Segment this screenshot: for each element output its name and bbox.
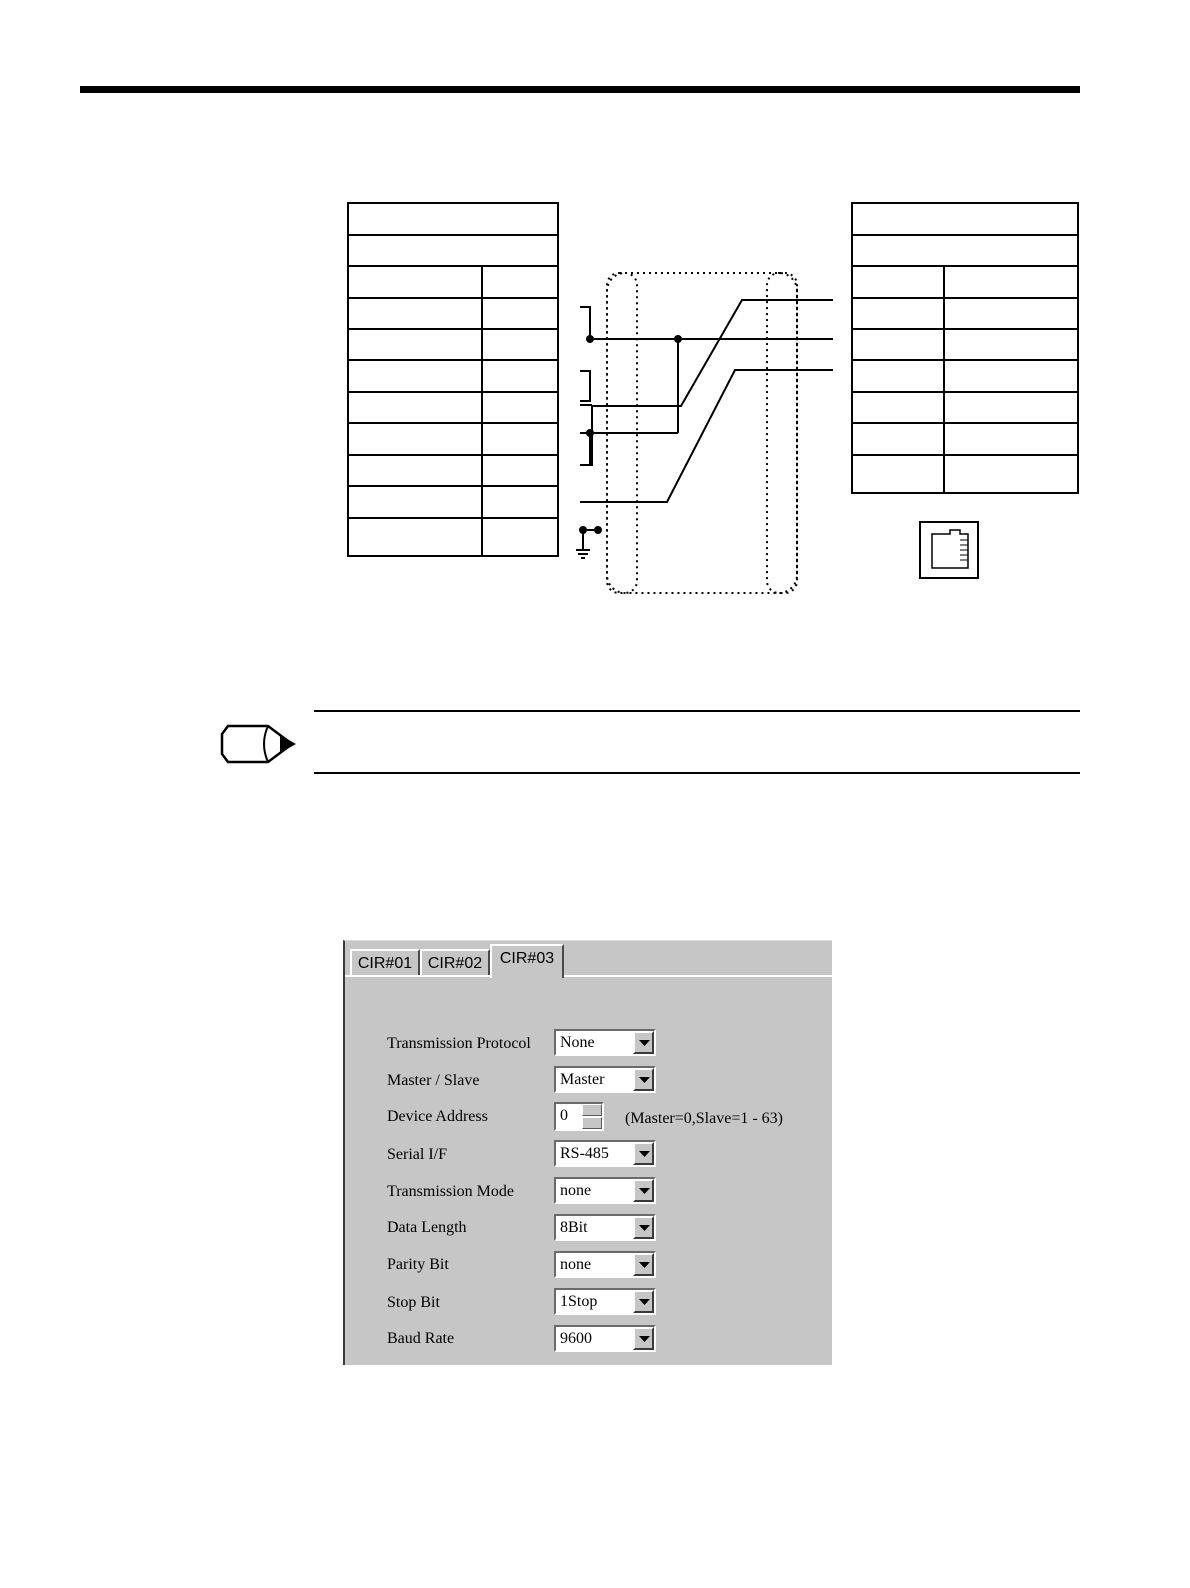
stop-bit-value: 1Stop bbox=[560, 1293, 598, 1310]
tab-cir01[interactable]: CIR#01 bbox=[350, 949, 420, 975]
tab-cir02[interactable]: CIR#02 bbox=[420, 949, 490, 975]
field-label-transmission-protocol: Transmission Protocol bbox=[387, 1035, 531, 1052]
stop-bit-select[interactable] bbox=[554, 1288, 656, 1315]
master-slave-select[interactable] bbox=[554, 1066, 656, 1093]
wiring-graphic bbox=[330, 195, 1090, 615]
left-connector-table bbox=[348, 203, 558, 556]
chevron-down-icon[interactable] bbox=[633, 1216, 654, 1239]
device-address-value: 0 bbox=[560, 1107, 568, 1124]
chevron-down-icon[interactable] bbox=[633, 1142, 654, 1165]
modular-jack-icon bbox=[920, 522, 978, 578]
header-rule bbox=[80, 86, 1080, 93]
chevron-down-icon[interactable] bbox=[633, 1031, 654, 1054]
spin-up-icon[interactable] bbox=[582, 1104, 602, 1116]
tab-strip-line bbox=[345, 975, 832, 977]
baud-rate-select[interactable] bbox=[554, 1325, 656, 1352]
chevron-down-icon[interactable] bbox=[633, 1327, 654, 1350]
serial-if-value: RS-485 bbox=[560, 1145, 609, 1162]
serial-if-select[interactable] bbox=[554, 1140, 656, 1167]
tab-cir03[interactable]: CIR#03 bbox=[490, 944, 564, 978]
field-label-device-address: Device Address bbox=[387, 1108, 488, 1125]
field-label-baud-rate: Baud Rate bbox=[387, 1330, 455, 1347]
cable-wires bbox=[576, 300, 833, 558]
transmission-mode-value: none bbox=[560, 1182, 592, 1199]
baud-rate-value: 9600 bbox=[560, 1330, 592, 1347]
junction-dots bbox=[579, 335, 682, 534]
note-bottom-rule bbox=[314, 772, 1080, 774]
right-connector-table bbox=[852, 203, 1078, 493]
note-text bbox=[320, 718, 1070, 758]
note-pencil-icon bbox=[220, 720, 302, 768]
wiring-diagram bbox=[330, 195, 1090, 615]
field-label-transmission-mode: Transmission Mode bbox=[387, 1183, 514, 1200]
chevron-down-icon[interactable] bbox=[633, 1179, 654, 1202]
transmission-protocol-select[interactable] bbox=[554, 1029, 656, 1056]
data-length-value: 8Bit bbox=[560, 1219, 588, 1236]
data-length-select[interactable] bbox=[554, 1214, 656, 1241]
spin-down-icon[interactable] bbox=[582, 1117, 602, 1129]
parity-bit-value: none bbox=[560, 1256, 592, 1273]
chevron-down-icon[interactable] bbox=[633, 1068, 654, 1091]
chevron-down-icon[interactable] bbox=[633, 1290, 654, 1313]
note-top-rule bbox=[314, 710, 1080, 712]
field-label-parity-bit: Parity Bit bbox=[387, 1256, 449, 1273]
field-label-stop-bit: Stop Bit bbox=[387, 1294, 440, 1311]
device-address-spinner[interactable] bbox=[554, 1102, 604, 1131]
serial-settings-panel bbox=[343, 940, 832, 1365]
transmission-mode-select[interactable] bbox=[554, 1177, 656, 1204]
field-label-data-length: Data Length bbox=[387, 1219, 467, 1236]
field-label-serial-if: Serial I/F bbox=[387, 1146, 447, 1163]
master-slave-value: Master bbox=[560, 1071, 605, 1088]
parity-bit-select[interactable] bbox=[554, 1251, 656, 1278]
device-address-hint: (Master=0,Slave=1 - 63) bbox=[625, 1110, 784, 1127]
field-label-master-slave: Master / Slave bbox=[387, 1072, 480, 1089]
transmission-protocol-value: None bbox=[560, 1034, 595, 1051]
chevron-down-icon[interactable] bbox=[633, 1253, 654, 1276]
